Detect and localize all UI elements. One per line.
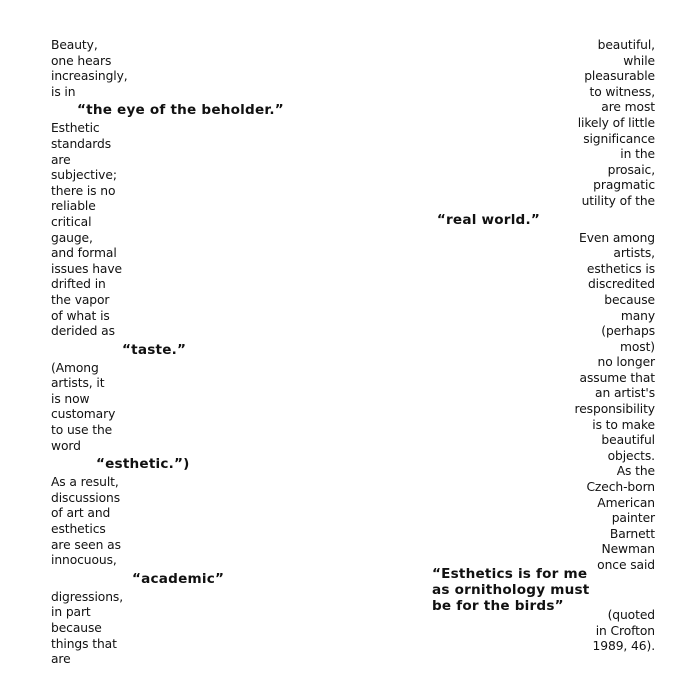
text-line: are seen as bbox=[51, 537, 121, 552]
text-line: assume that bbox=[579, 370, 655, 385]
text-line: to use the bbox=[51, 423, 113, 438]
text-line: most) bbox=[619, 339, 655, 354]
text-line: is to make bbox=[592, 417, 655, 432]
text-line: increasingly, bbox=[51, 69, 128, 84]
text-line: esthetics is bbox=[586, 261, 655, 276]
quote-line: as ornithology must bbox=[432, 581, 590, 598]
text-line: critical bbox=[51, 214, 92, 229]
text-line: responsibility bbox=[574, 402, 655, 417]
text-line: American bbox=[597, 495, 655, 510]
text-line: digressions, bbox=[51, 589, 124, 604]
text-line: and formal bbox=[51, 246, 117, 261]
text-line: an artist's bbox=[595, 386, 655, 401]
text-line: beautiful, bbox=[597, 38, 655, 52]
text-line: word bbox=[51, 438, 81, 453]
text-line: innocuous, bbox=[51, 553, 117, 568]
text-line: issues have bbox=[51, 261, 122, 276]
text-line: once said bbox=[597, 558, 655, 572]
text-line: no longer bbox=[597, 355, 655, 370]
text-line: (quoted bbox=[607, 608, 655, 622]
quote-esthetic: “esthetic.”) bbox=[96, 456, 190, 473]
text-line: standards bbox=[51, 136, 112, 151]
quote-esthetics-ornithology bbox=[432, 567, 589, 614]
text-line: while bbox=[623, 53, 655, 68]
text-line: derided as bbox=[51, 324, 115, 339]
quote-academic: “academic” bbox=[132, 570, 225, 587]
text-line: of what is bbox=[51, 308, 110, 323]
text-line: Even among bbox=[579, 230, 655, 245]
quote-taste: “taste.” bbox=[122, 341, 187, 358]
text-line: customary bbox=[51, 407, 116, 422]
text-line: (perhaps bbox=[601, 324, 655, 339]
text-line: significance bbox=[583, 131, 655, 146]
text-line: painter bbox=[611, 511, 655, 526]
text-line: artists, it bbox=[51, 376, 105, 391]
text-line: 1989, 46). bbox=[592, 639, 655, 654]
text-line: likely of little bbox=[577, 115, 655, 130]
text-line: because bbox=[51, 621, 102, 635]
text-line: beautiful bbox=[601, 433, 655, 448]
text-line: pragmatic bbox=[593, 178, 655, 193]
right-column bbox=[395, 38, 655, 574]
text-line: of art and bbox=[51, 506, 111, 521]
text-line: artists, bbox=[613, 246, 655, 261]
quote-real-world: “real world.” bbox=[436, 211, 540, 228]
text-line: in part bbox=[51, 605, 91, 620]
text-line: Esthetic bbox=[51, 121, 100, 136]
text-line: things that bbox=[51, 636, 117, 651]
text-line: because bbox=[604, 292, 655, 307]
text-line: are most bbox=[601, 100, 655, 115]
text-line: one hears bbox=[51, 53, 112, 68]
text-line: utility of the bbox=[581, 193, 655, 208]
text-line: gauge, bbox=[51, 230, 93, 245]
text-line: in Crofton bbox=[595, 623, 655, 638]
text-line: are bbox=[51, 652, 71, 667]
text-line: Beauty, bbox=[51, 38, 98, 52]
text-line: Newman bbox=[601, 542, 655, 557]
text-line: reliable bbox=[51, 199, 96, 214]
text-line: Barnett bbox=[609, 526, 655, 541]
text-line: objects. bbox=[607, 448, 655, 463]
text-line: As a result, bbox=[51, 475, 119, 490]
text-line: discussions bbox=[51, 490, 121, 505]
text-line: to witness, bbox=[589, 84, 655, 99]
text-line: prosaic, bbox=[607, 162, 655, 177]
text-line: subjective; bbox=[51, 168, 117, 183]
text-line: in the bbox=[620, 147, 655, 162]
text-line: Czech-born bbox=[586, 480, 655, 495]
text-line: many bbox=[620, 308, 655, 323]
quote-line: be for the birds” bbox=[432, 597, 564, 614]
quote-eye-of-beholder: “the eye of the beholder.” bbox=[77, 102, 284, 119]
text-line: As the bbox=[616, 464, 655, 479]
quote-line: “Esthetics is for me bbox=[432, 566, 588, 582]
citation bbox=[593, 608, 655, 655]
text-line: is now bbox=[51, 391, 90, 406]
text-line: is in bbox=[51, 84, 76, 99]
text-line: discredited bbox=[587, 277, 655, 292]
text-line: pleasurable bbox=[584, 69, 655, 84]
text-line: (Among bbox=[51, 360, 99, 375]
text-line: the vapor bbox=[51, 292, 110, 307]
left-column bbox=[51, 38, 411, 668]
text-line: esthetics bbox=[51, 522, 106, 537]
text-line: are bbox=[51, 152, 71, 167]
text-line: there is no bbox=[51, 183, 116, 198]
text-line: drifted in bbox=[51, 277, 106, 292]
